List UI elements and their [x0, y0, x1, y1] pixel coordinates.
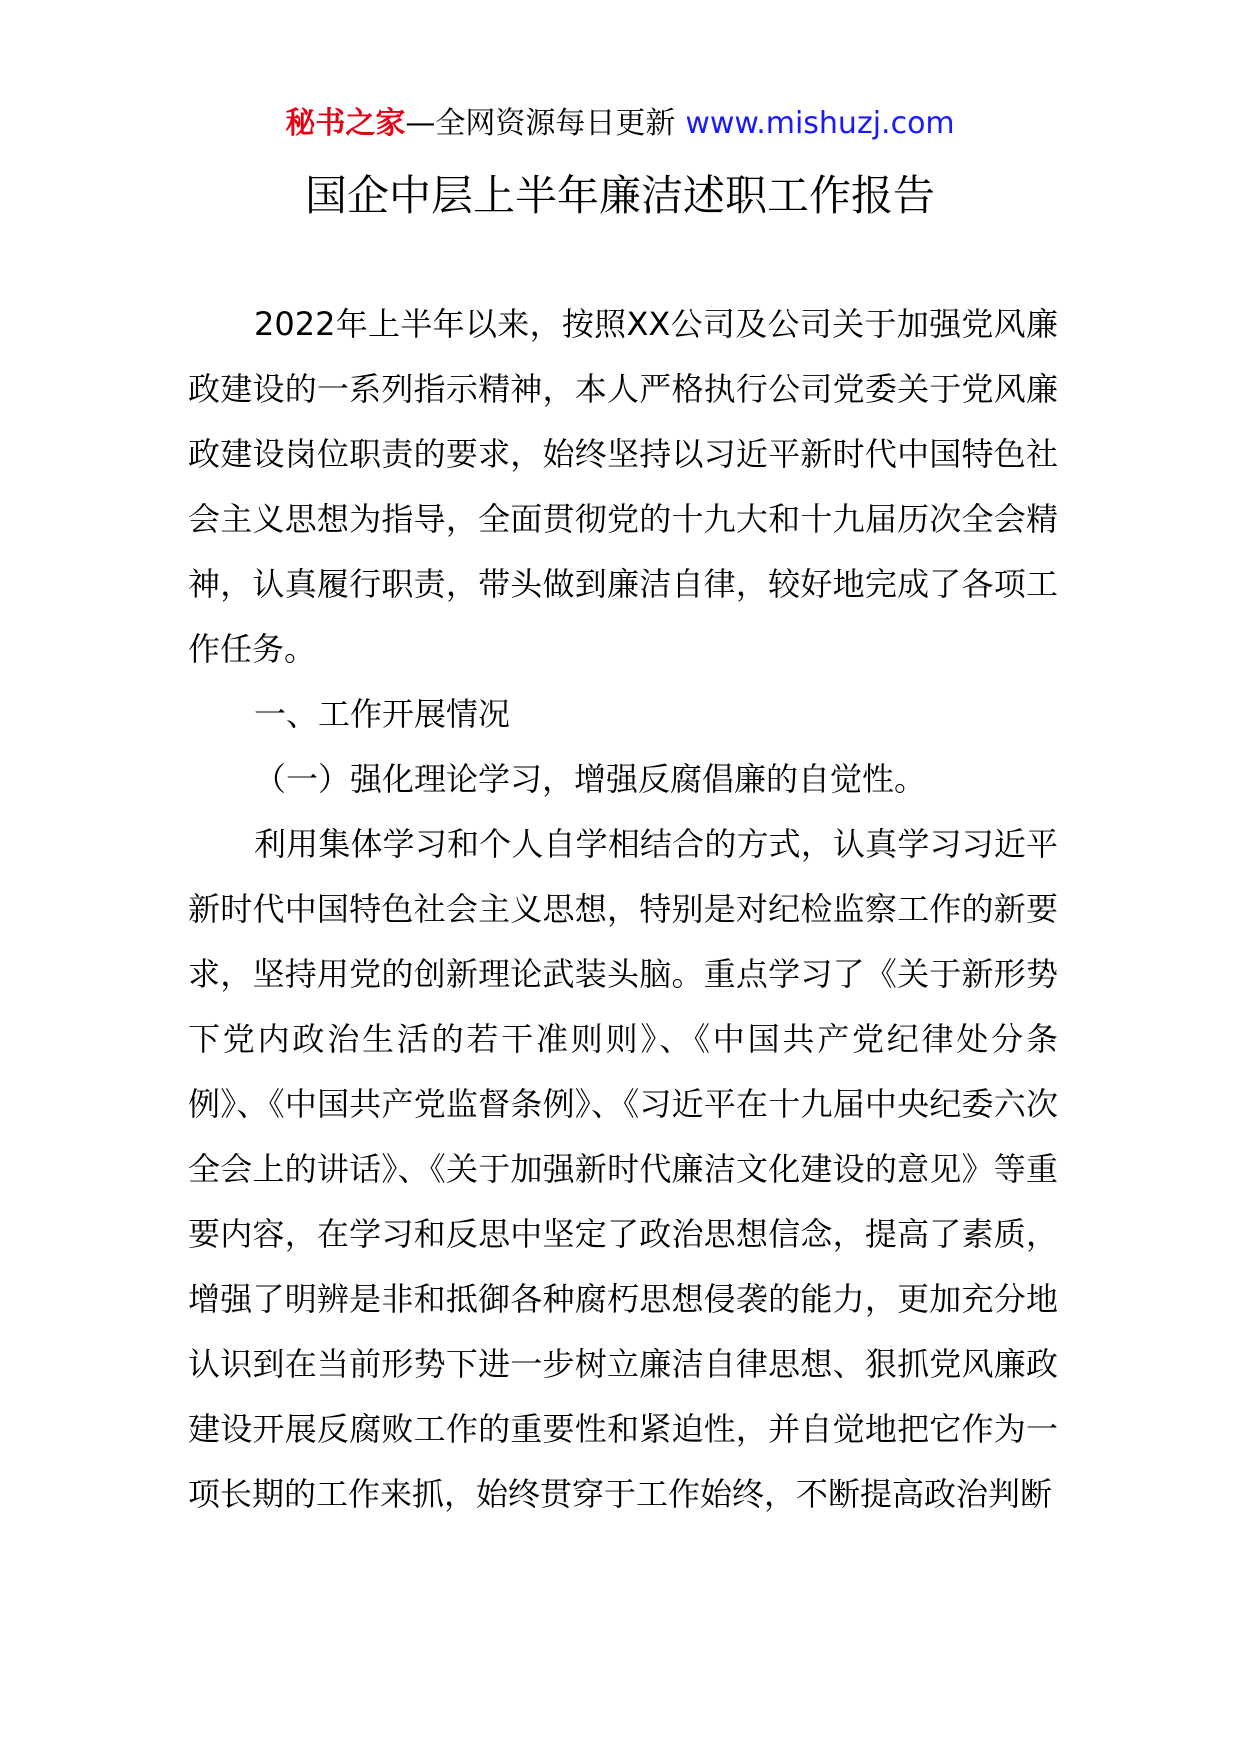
page-title: 国企中层上半年廉洁述职工作报告	[304, 171, 935, 220]
paragraph-intro: 2022年上半年以来，按照XX公司及公司关于加强党风廉政建设的一系列指示精神，本人严格执行公司党委关于党风廉政建设岗位职责的要求，始终坚持以习近平新时代中国特色社会主义思想为指导，全面贯彻党的十九大和十九届历次全会精神，认真履行职责，带头做到廉洁自律，较好地完成了各项工作任务。	[188, 305, 1058, 668]
paragraph-study: 利用集体学习和个人自学相结合的方式，认真学习习近平新时代中国特色社会主义思想，特别是对纪检监察工作的新要求，坚持用党的创新理论武装头脑。重点学习了《关于新形势下党内政治生活的若干准则则》、《中国共产党纪律处分条例》、《中国共产党监督条例》、《习近平在十九届中央纪委六次全会上的讲话》、《关于加强新时代廉洁文化建设的意见》等重要内容，在学习和反思中坚定了政治思想信念，提高了素质，增强了明辨是非和抵御各种腐朽思想侵袭的能力，更加充分地认识到在当前形势下进一步树立廉洁自律思想、狠抓党风廉政建设开展反腐败工作的重要性和紧迫性，并自觉地把它作为一项长期的工作来抓，始终贯穿于工作始终，不断提高政治判断	[188, 825, 1058, 1513]
subsection-heading: （一）强化理论学习，增强反腐倡廉的自觉性。	[254, 760, 927, 798]
brand-slogan: —全网资源每日更新	[405, 106, 676, 141]
section-heading: 一、工作开展情况	[254, 695, 511, 733]
document-body	[188, 292, 1058, 1527]
brand-name: 秘书之家	[285, 106, 406, 141]
header-banner	[0, 104, 1240, 144]
website-link[interactable]: www.mishuzj.com	[685, 106, 955, 141]
